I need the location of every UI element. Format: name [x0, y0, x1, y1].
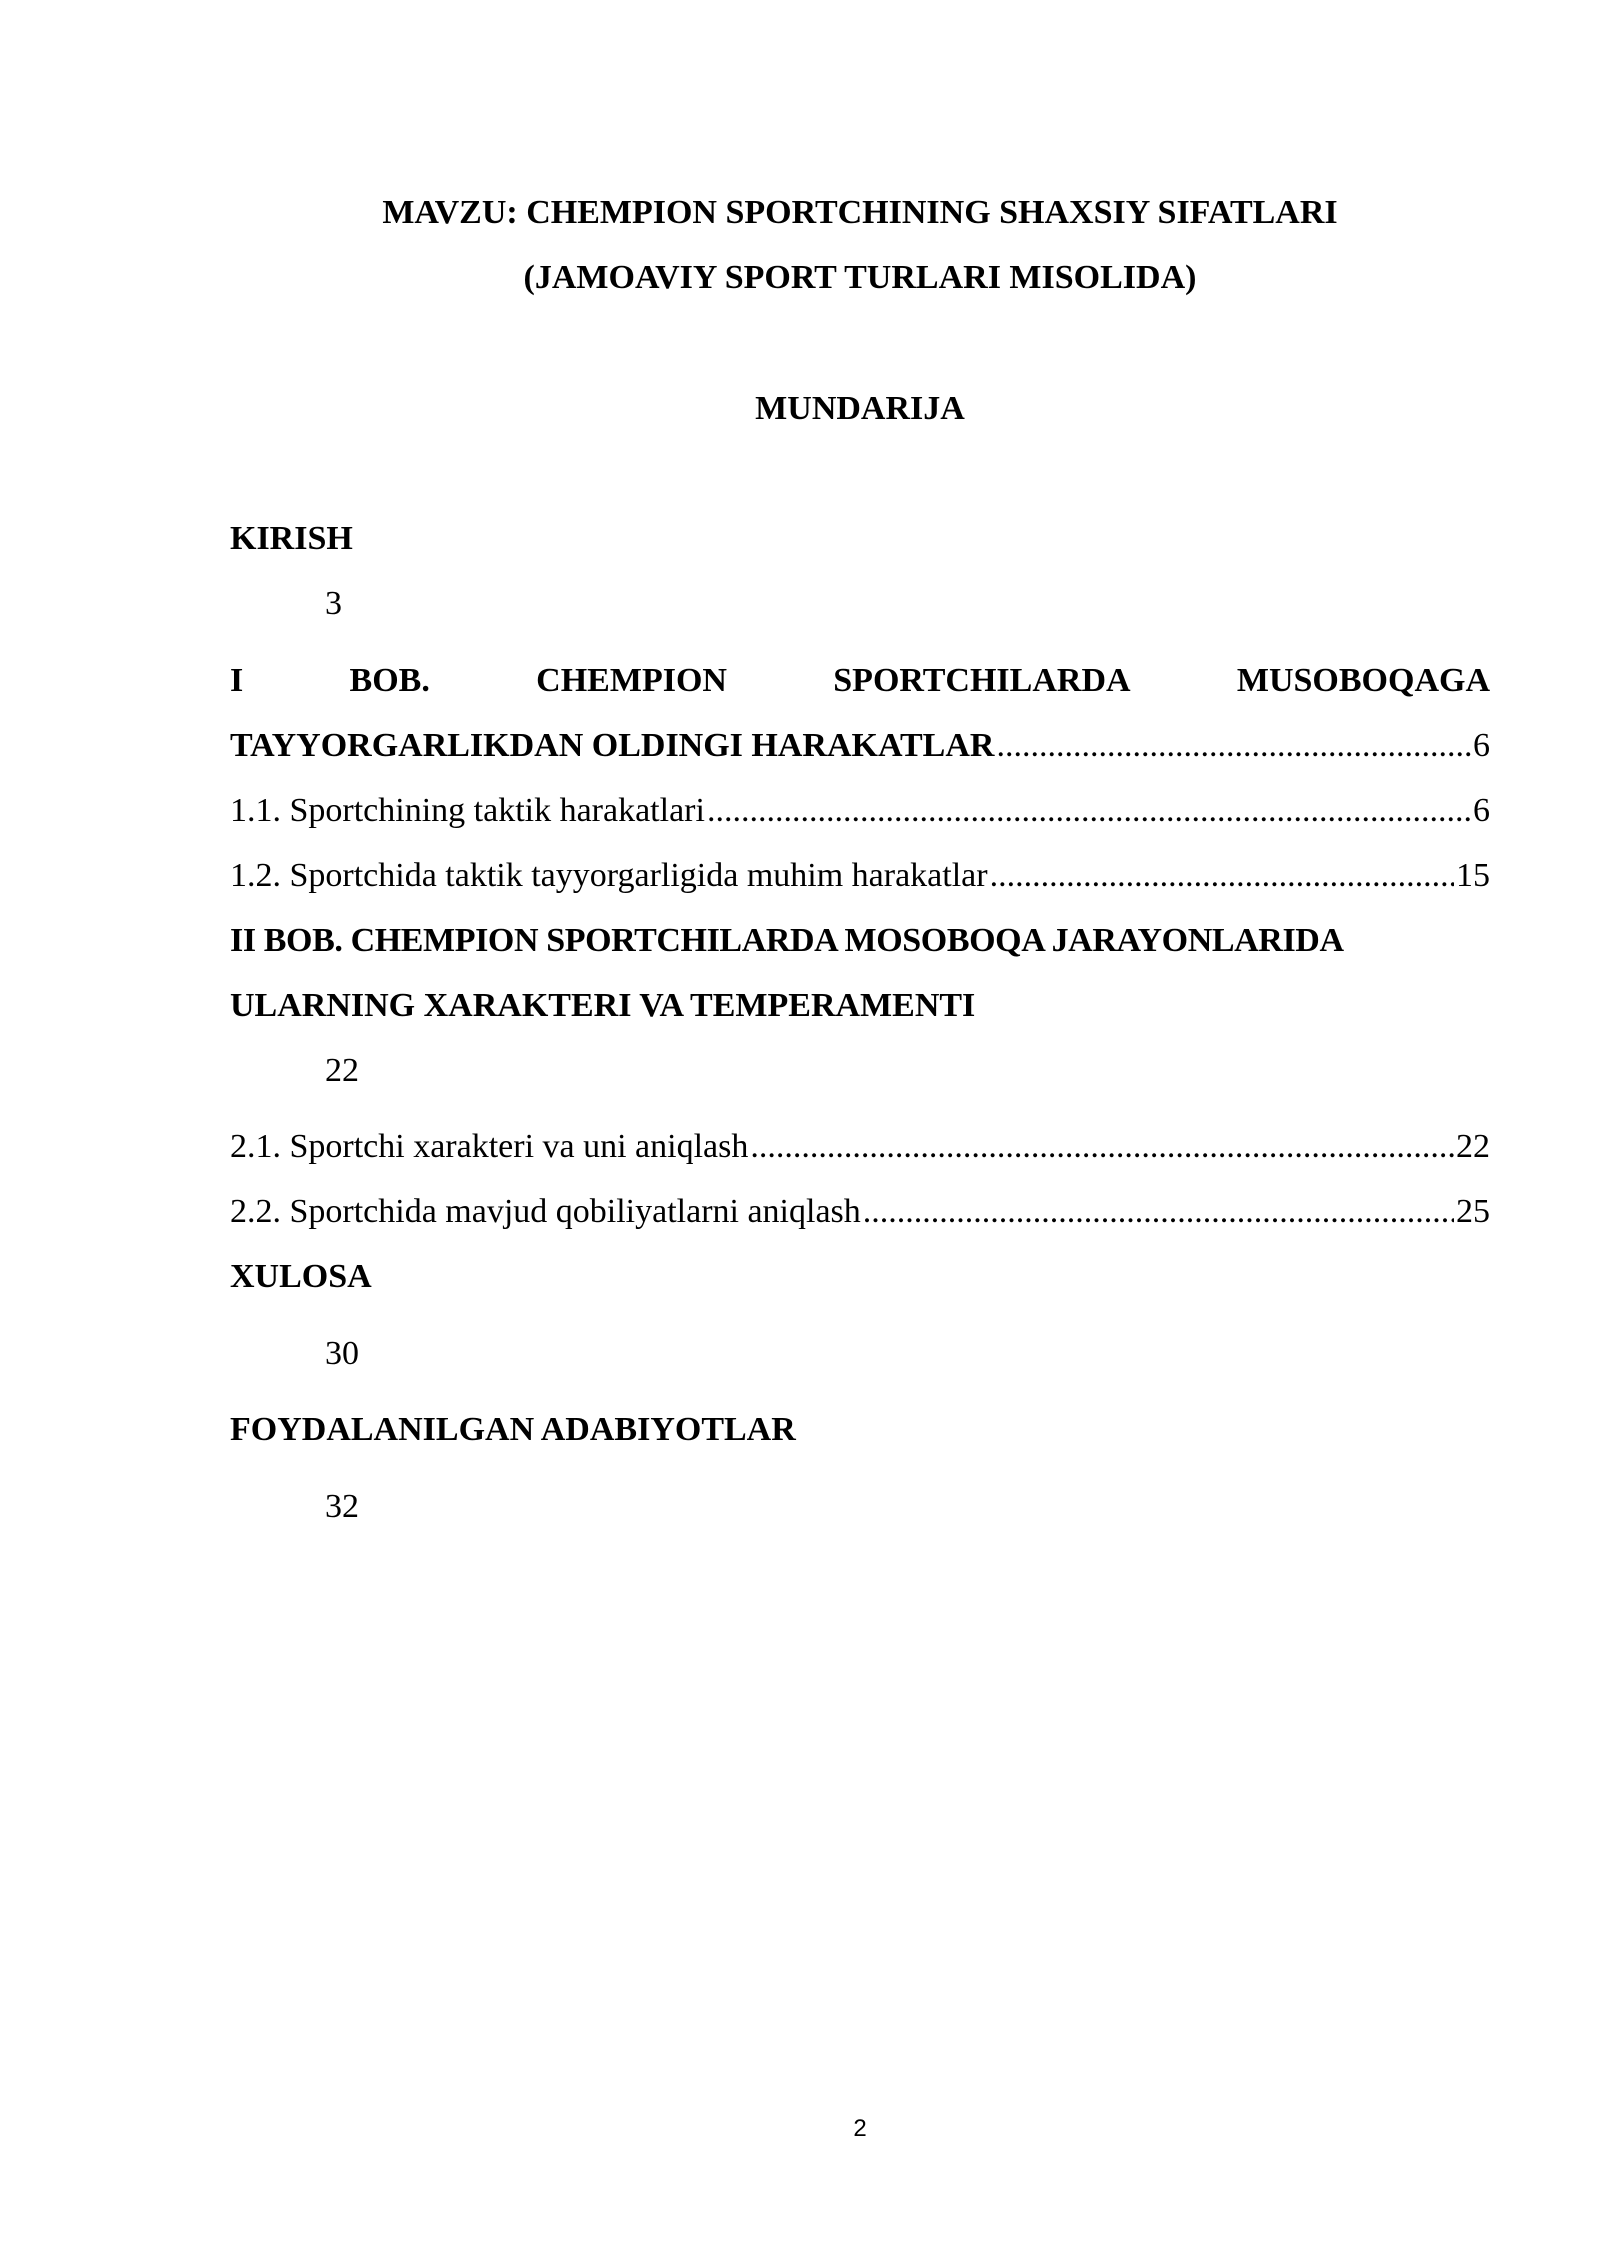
toc-leader-dots [996, 729, 1471, 763]
toc-s12-title: 1.2. Sportchida taktik tayyorgarligida muhim harakatlar [230, 859, 988, 893]
toc-s21-page: 22 [1456, 1130, 1490, 1164]
page-number: 2 [853, 2115, 867, 2142]
toc-ch1-word: CHEMPION [536, 662, 727, 699]
toc-entry-chapter-1-line-2 [230, 729, 1490, 763]
document-title-line-2: (JAMOAVIY SPORT TURLARI MISOLIDA) [523, 259, 1197, 296]
toc-ch1-title: TAYYORGARLIKDAN OLDINGI HARAKATLAR [230, 729, 995, 763]
toc-entry-section-2-1 [230, 1130, 1490, 1164]
toc-entry-section-2-2 [230, 1195, 1490, 1229]
toc-s22-page: 25 [1456, 1195, 1490, 1229]
toc-leader-dots [990, 859, 1454, 893]
toc-s21-title: 2.1. Sportchi xarakteri va uni aniqlash [230, 1130, 749, 1164]
toc-page-xulosa: 30 [325, 1335, 359, 1372]
toc-ch1-page: 6 [1473, 729, 1490, 763]
toc-heading: MUNDARIJA [755, 390, 965, 427]
document-title-line-1: MAVZU: CHEMPION SPORTCHINING SHAXSIY SIFATLARI [382, 194, 1338, 231]
toc-leader-dots [707, 794, 1471, 828]
toc-page-chapter-2: 22 [325, 1052, 359, 1089]
toc-ch1-word: SPORTCHILARDA [833, 662, 1131, 699]
toc-s22-title: 2.2. Sportchida mavjud qobiliyatlarni aniqlash [230, 1195, 861, 1229]
toc-entry-chapter-2-line-2: ULARNING XARAKTERI VA TEMPERAMENTI [230, 987, 976, 1024]
toc-entry-chapter-2-line-1: II BOB. CHEMPION SPORTCHILARDA MOSOBOQA JARAYONLARIDA [230, 922, 1344, 959]
toc-entry-chapter-1-line-1 [230, 664, 1490, 698]
toc-s12-page: 15 [1456, 859, 1490, 893]
toc-ch1-word: I [230, 662, 244, 699]
toc-entry-xulosa: XULOSA [230, 1258, 372, 1295]
toc-ch1-word: BOB. [349, 662, 430, 699]
toc-s11-page: 6 [1473, 794, 1490, 828]
toc-entry-adabiyotlar: FOYDALANILGAN ADABIYOTLAR [230, 1411, 796, 1448]
toc-ch1-word: MUSOBOQAGA [1236, 662, 1490, 699]
toc-leader-dots [863, 1195, 1454, 1229]
toc-entry-kirish: KIRISH [230, 520, 353, 557]
toc-entry-section-1-2 [230, 859, 1490, 893]
toc-leader-dots [750, 1130, 1454, 1164]
toc-entry-section-1-1 [230, 794, 1490, 828]
toc-s11-title: 1.1. Sportchining taktik harakatlari [230, 794, 705, 828]
toc-page-kirish: 3 [325, 585, 342, 622]
toc-page-adabiyotlar: 32 [325, 1488, 359, 1525]
